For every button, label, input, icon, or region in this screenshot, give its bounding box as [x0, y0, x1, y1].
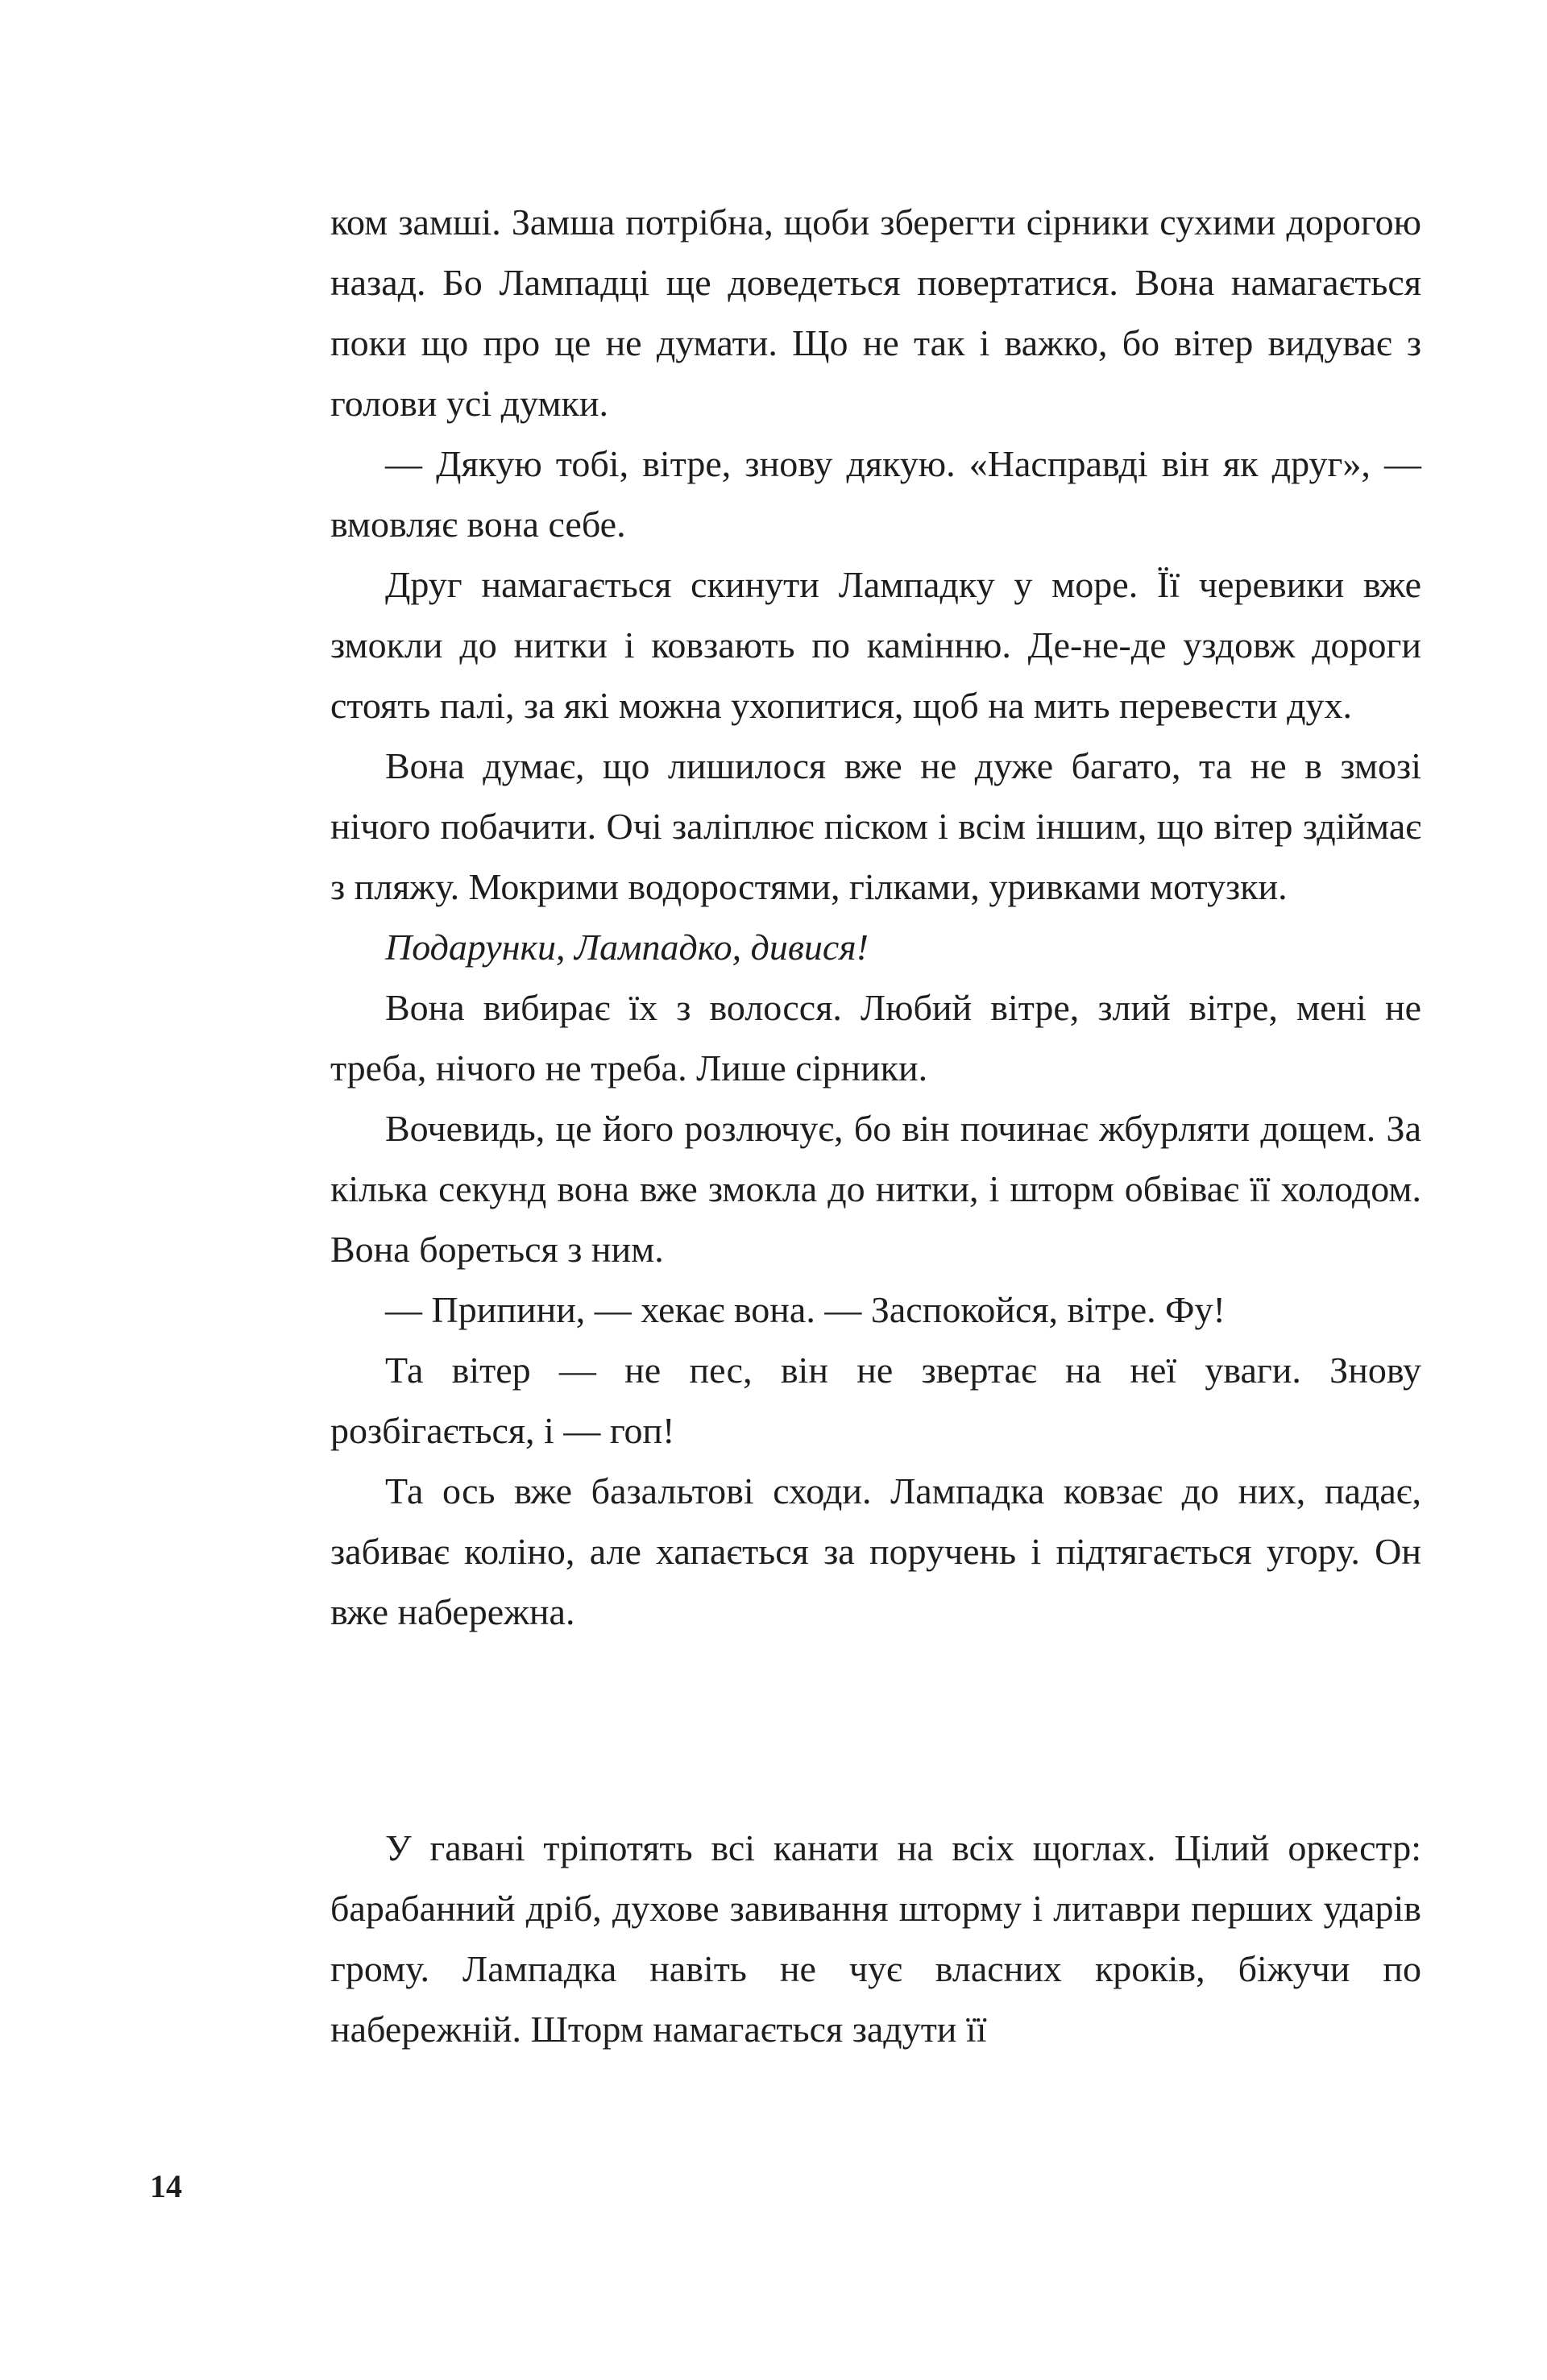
paragraph: У гавані тріпотять всі канати на всіх щоглах. Цілий оркестр: барабанний дріб, духове завивання шторму і литаври перших ударів грому. Лампадка навіть не чує власних кроків, біжучи по набережній. Шторм намагається задути її	[330, 1827, 1421, 2050]
paragraph: — Дякую тобі, вітре, знову дякую. «Насправді він як друг», — вмовляє вона себе.	[330, 443, 1421, 545]
paragraph-italic: Подарунки, Лампадко, дивися!	[385, 927, 869, 968]
paragraph: Та вітер — не пес, він не звертає на неї уваги. Знову розбігається, і — гоп!	[330, 1350, 1421, 1451]
paragraph: Вочевидь, це його розлючує, бо він починає жбурляти дощем. За кілька секунд вона вже змокла до нитки, і шторм обвіває її холодом. Вона бореться з ним.	[330, 1108, 1421, 1270]
paragraph: Та ось вже базальтові сходи. Лампадка ковзає до них, падає, забиває коліно, але хапається за поручень і підтягається угору. Он вже набережна.	[330, 1470, 1421, 1632]
page-number: 14	[150, 2168, 182, 2204]
text-section-2	[330, 1818, 1421, 2059]
text-section-1	[330, 192, 1421, 1642]
paragraph: Вона вибирає їх з волосся. Любий вітре, злий вітре, мені не треба, нічого не треба. Лише сірники.	[330, 987, 1421, 1088]
paragraph: Друг намагається скинути Лампадку у море. Її черевики вже змокли до нитки і ковзають по камінню. Де-не-де уздовж дороги стоять палі, за які можна ухопитися, щоб на мить перевести дух.	[330, 564, 1421, 726]
paragraph: ком замші. Замша потрібна, щоби зберегти сірники сухими дорогою назад. Бо Лампадці ще доведеться повертатися. Вона намагається поки що про це не думати. Що не так і важко, бо вітер видуває з голови усі думки.	[330, 201, 1421, 424]
paragraph: — Припини, — хекає вона. — Заспокойся, вітре. Фу!	[385, 1289, 1226, 1330]
paragraph: Вона думає, що лишилося вже не дуже багато, та не в змозі нічого побачити. Очі заліплює піском і всім іншим, що вітер здіймає з пляжу. Мокрими водоростями, гілками, уривками мотузки.	[330, 745, 1421, 907]
